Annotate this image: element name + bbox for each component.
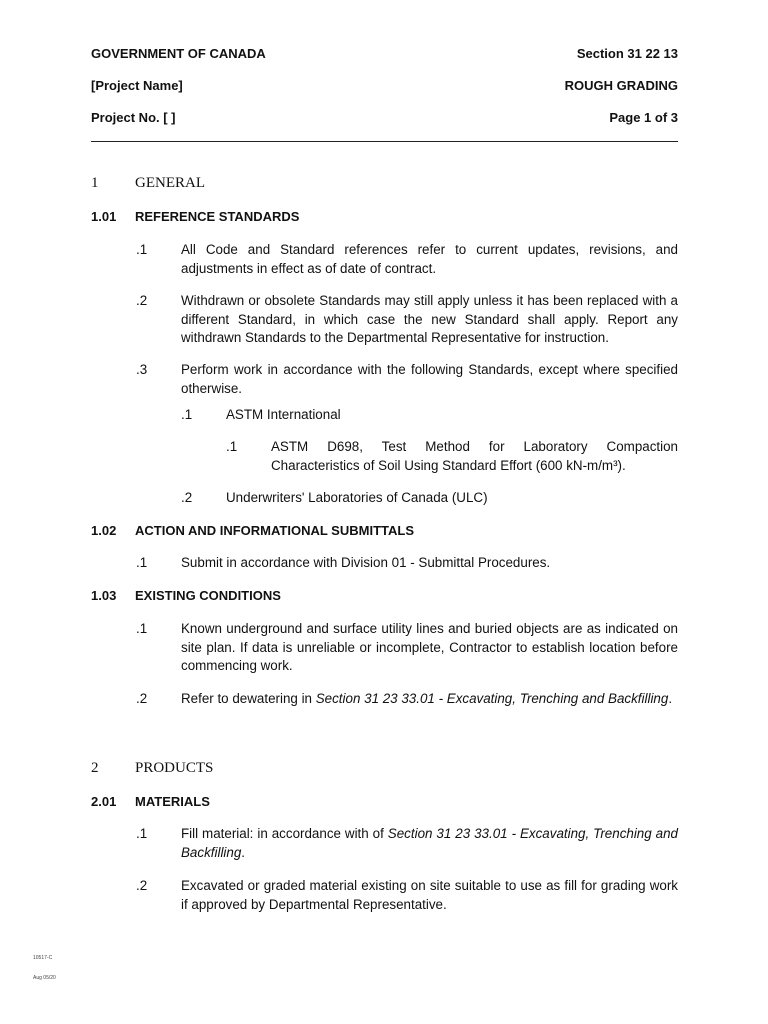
clause-text: Withdrawn or obsolete Standards may still apply unless it has been replaced with a different Standard, in which case the new Standard shall apply. Report any withdrawn Standards to the Departmental Representative for instruction.: [181, 293, 678, 346]
clause-text: Underwriters' Laboratories of Canada (ULC): [226, 490, 488, 505]
clause-1-02-1: [136, 554, 678, 573]
part-title: PRODUCTS: [135, 760, 214, 776]
clause-text-tail: .: [668, 691, 673, 706]
header-divider: [91, 141, 678, 142]
clause-1-01-1: [136, 241, 678, 278]
section-number: 1.02: [91, 523, 117, 538]
footer-document-code: 10517-C: [33, 955, 53, 961]
clause-text: Submit in accordance with Division 01 - Submittal Procedures.: [181, 555, 551, 570]
clause-1-03-1: [136, 620, 678, 676]
clause-text: Perform work in accordance with the following Standards, except where specified otherwise.: [181, 362, 678, 396]
part-number: 1: [91, 175, 99, 191]
clause-text: Excavated or graded material existing on site suitable to use as fill for grading work if approved by Departmental Representative.: [181, 878, 678, 912]
clause-text-lead: Refer to dewatering in: [181, 691, 316, 706]
clause-number: .1: [136, 555, 148, 570]
part-number: 2: [91, 760, 99, 776]
clause-text: ASTM International: [226, 407, 341, 422]
section-reference: Section 31 23 33.01 - Excavating, Trenching and Backfilling: [315, 691, 669, 706]
clause-number: .1: [181, 407, 193, 422]
clause-text: Known underground and surface utility lines and buried objects are as indicated on site plan. If data is unreliable or incomplete, Contractor to establish location before commencing work.: [181, 621, 678, 674]
header-project-number: Project No. [ ]: [91, 110, 176, 125]
section-number: 1.01: [91, 209, 117, 224]
clause-number: .1: [136, 621, 148, 636]
section-number: 2.01: [91, 794, 117, 809]
header-project-name: [Project Name]: [91, 78, 183, 93]
header-org: GOVERNMENT OF CANADA: [91, 46, 266, 61]
clause-2-01-1: [136, 825, 678, 862]
clause-number: .2: [136, 878, 148, 893]
clause-1-01-2: [136, 292, 678, 348]
clause-1-01-3-2: [181, 489, 678, 508]
section-reference: Section 31 23 33.01 - Excavating, Trenching and Backfilling: [181, 826, 678, 860]
clause-number: .2: [181, 490, 193, 505]
clause-1-03-2: [136, 690, 678, 709]
clause-text: [181, 825, 678, 862]
clause-text: All Code and Standard references refer to current updates, revisions, and adjustments in effect as of date of contract.: [181, 242, 678, 276]
footer-date: Aug 05/20: [33, 975, 56, 981]
header-section-title: ROUGH GRADING: [564, 78, 678, 93]
section-title: EXISTING CONDITIONS: [135, 588, 281, 603]
header-section-number: Section 31 22 13: [576, 46, 678, 61]
part-title: GENERAL: [135, 175, 205, 191]
clause-number: .3: [136, 362, 148, 377]
clause-text-lead: Fill material: in accordance with of: [181, 826, 388, 841]
section-title: MATERIALS: [135, 794, 210, 809]
clause-number: .1: [136, 826, 148, 841]
section-title: ACTION AND INFORMATIONAL SUBMITTALS: [135, 523, 414, 538]
clause-1-01-3-1: [181, 406, 678, 425]
clause-2-01-2: [136, 877, 678, 914]
clause-number: .1: [226, 439, 238, 454]
clause-number: .1: [136, 242, 148, 257]
clause-number: .2: [136, 691, 148, 706]
clause-1-01-3-1-1: [226, 438, 678, 475]
clause-text-tail: .: [241, 844, 246, 860]
header-page-number: Page 1 of 3: [609, 110, 678, 125]
clause-1-01-3: [136, 361, 678, 398]
section-title: REFERENCE STANDARDS: [135, 209, 300, 224]
clause-number: .2: [136, 293, 148, 308]
clause-text: [181, 690, 678, 709]
clause-text: ASTM D698, Test Method for Laboratory Compaction Characteristics of Soil Using Standard Effort (600 kN-m/m³).: [271, 439, 678, 473]
section-number: 1.03: [91, 588, 117, 603]
